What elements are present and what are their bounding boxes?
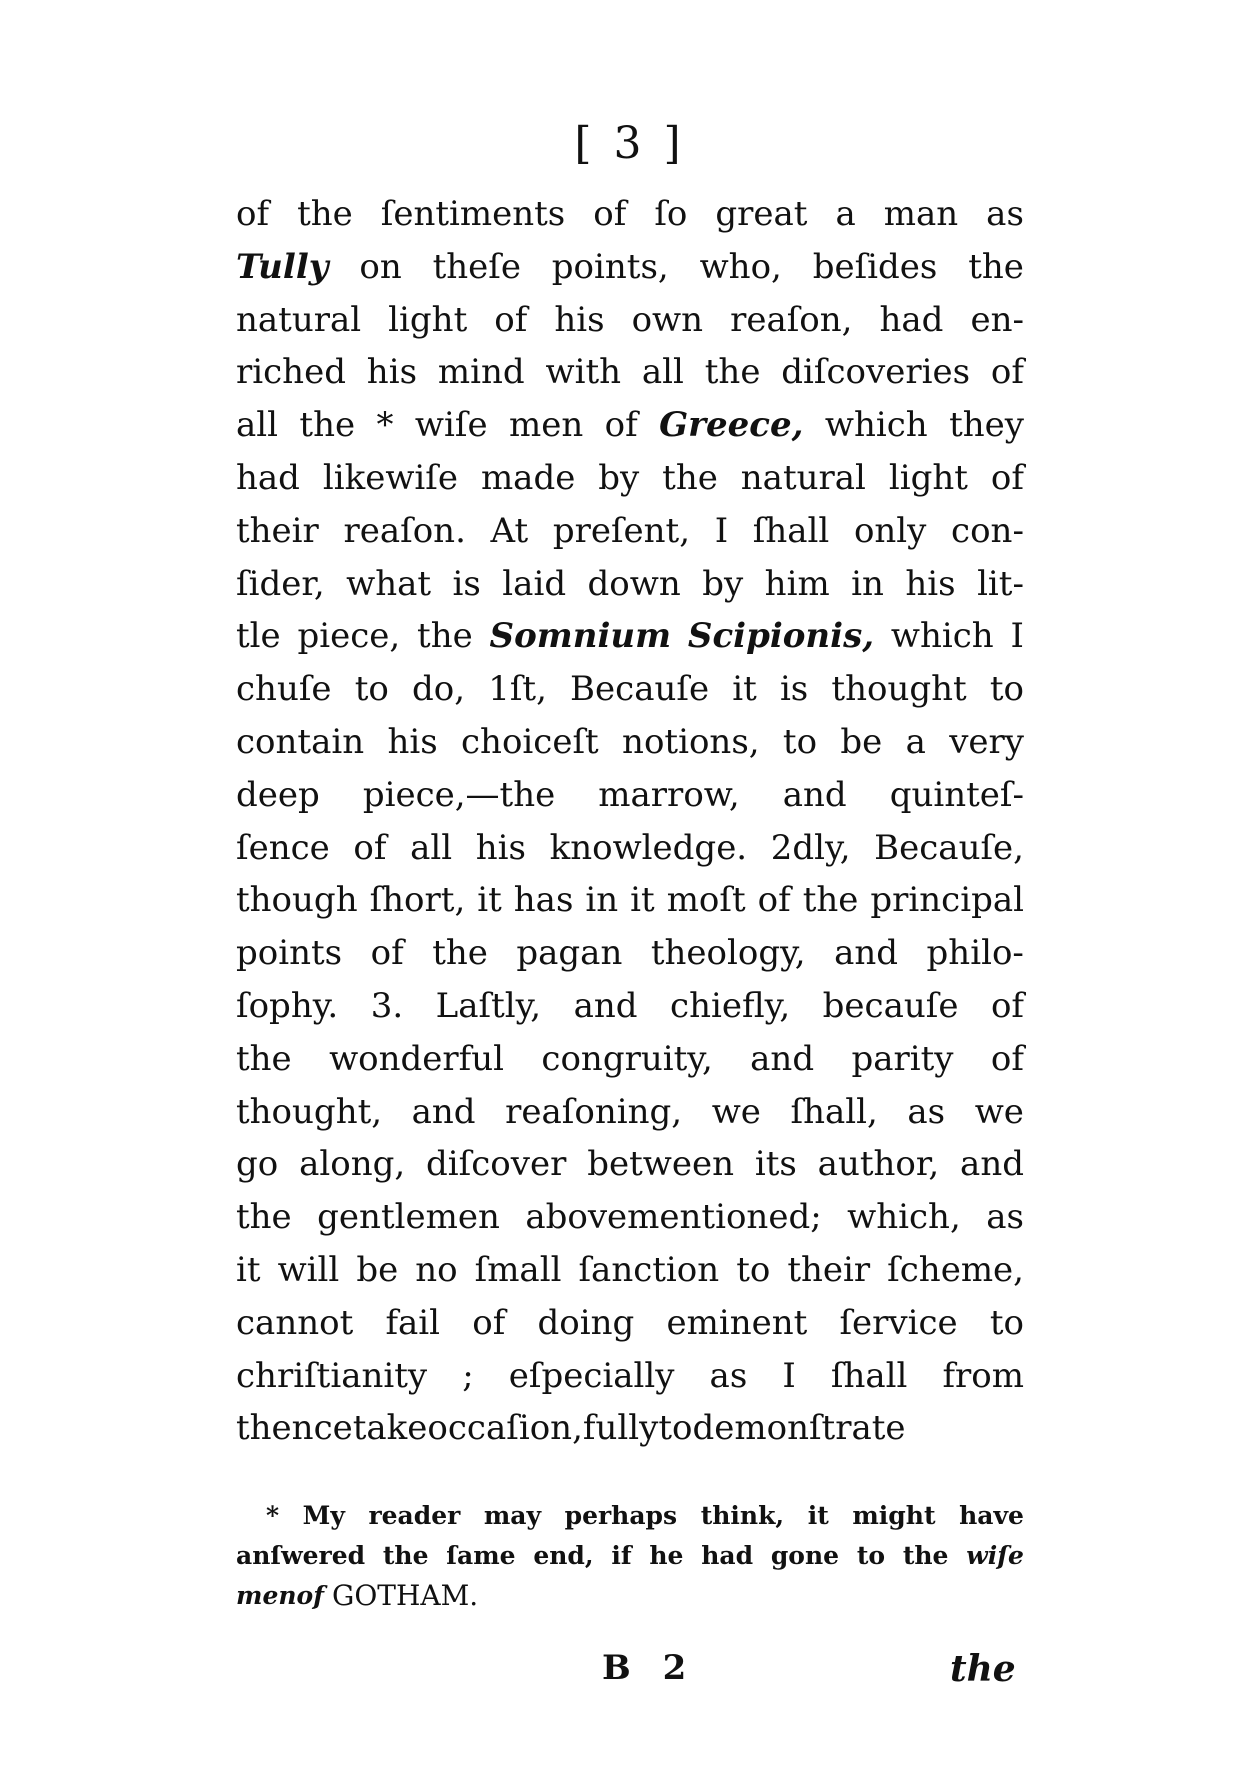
word: in — [851, 563, 884, 604]
text-line — [236, 1033, 1024, 1086]
word: riched — [236, 352, 346, 393]
text-line — [236, 822, 1024, 875]
word: no — [415, 1249, 458, 1290]
word: ſhall — [752, 510, 830, 551]
word: between — [587, 1144, 734, 1185]
text-line — [236, 1350, 1024, 1403]
text-line — [236, 1244, 1024, 1297]
word: it — [236, 1249, 261, 1290]
word: and — [750, 1038, 815, 1079]
word: reader — [368, 1501, 461, 1530]
word: their — [236, 510, 319, 551]
word: and — [960, 1144, 1024, 1185]
word: ; — [462, 1355, 474, 1396]
word: their — [787, 1249, 871, 1290]
word: along, — [299, 1144, 406, 1185]
word: will — [277, 1249, 340, 1290]
page-number: [ 3 ] — [574, 118, 685, 169]
word: Becauſe, — [874, 827, 1024, 868]
word: to — [989, 669, 1024, 710]
word: the — [236, 1038, 292, 1079]
word: though — [236, 880, 358, 921]
word: wonderful — [329, 1038, 505, 1079]
word: had — [701, 1541, 754, 1570]
word: points — [236, 933, 343, 974]
word: ſider, — [236, 563, 325, 604]
word: with — [545, 352, 622, 393]
word: congruity, — [541, 1038, 713, 1079]
word: the — [662, 457, 718, 498]
word: do, — [412, 669, 466, 710]
word: of — [593, 194, 627, 234]
text-line — [236, 558, 1024, 611]
word: might — [852, 1501, 936, 1530]
word: preſent, — [552, 510, 691, 551]
text-line — [236, 452, 1024, 505]
word: by — [702, 563, 744, 604]
word: ſence — [236, 827, 330, 868]
text-line — [236, 610, 1024, 663]
word: men — [236, 1581, 297, 1610]
word: ſhall — [830, 1355, 908, 1396]
word: light — [888, 457, 968, 498]
word: deep — [236, 774, 320, 815]
word: becauſe — [822, 985, 959, 1026]
word: knowledge. — [549, 827, 748, 868]
word: him — [764, 563, 830, 604]
word: we — [711, 1091, 761, 1132]
word: man — [883, 194, 959, 234]
text-line — [236, 663, 1024, 716]
text-line — [236, 1191, 1024, 1244]
word: of — [494, 299, 528, 340]
word: only — [853, 510, 927, 551]
word: fail — [385, 1302, 441, 1343]
word: by — [598, 457, 640, 498]
word: the — [417, 616, 473, 657]
word: had — [236, 457, 300, 498]
word: of — [370, 933, 404, 974]
word: gone — [770, 1541, 840, 1570]
word: theſe — [432, 246, 521, 287]
word: points, — [551, 246, 669, 287]
word: great — [715, 194, 808, 234]
word: lit- — [977, 563, 1024, 604]
word: eſpecially — [508, 1355, 675, 1396]
word: pagan — [516, 933, 623, 974]
word: Becauſe — [570, 669, 710, 710]
word: I — [714, 510, 729, 551]
word: a — [905, 721, 926, 762]
word: natural — [740, 457, 866, 498]
word: anſwered — [236, 1541, 366, 1570]
word: fully — [582, 1408, 659, 1449]
word: down — [587, 563, 681, 604]
word: the — [236, 1197, 292, 1238]
text-line — [236, 1138, 1024, 1191]
word: Tully — [236, 246, 329, 287]
word: piece,—the — [362, 774, 556, 815]
word: theology, — [650, 933, 806, 974]
word: it — [732, 669, 757, 710]
word: marrow, — [598, 774, 740, 815]
word: natural — [236, 299, 362, 340]
word: which — [824, 405, 928, 446]
word: as — [986, 1197, 1024, 1238]
word: from — [942, 1355, 1024, 1396]
word: to — [782, 721, 818, 762]
word: piece, — [297, 616, 401, 657]
word: notions, — [622, 721, 760, 762]
word: of — [296, 1581, 324, 1610]
word: diſcoveries — [781, 352, 971, 393]
word: it — [807, 1501, 829, 1530]
word: chuſe — [236, 669, 332, 710]
text-line — [236, 927, 1024, 980]
word: think, — [700, 1501, 785, 1530]
word: it — [630, 880, 655, 921]
word: end, — [533, 1541, 594, 1570]
word: the — [382, 1541, 429, 1570]
word: to — [856, 1541, 886, 1570]
word: ſhall, — [790, 1091, 878, 1132]
word: doing — [537, 1302, 635, 1343]
word: of — [236, 194, 270, 234]
word: cannot — [236, 1302, 354, 1343]
word: reaſon, — [730, 299, 853, 340]
word: his — [475, 827, 526, 868]
text-line — [236, 980, 1024, 1033]
word: they — [949, 405, 1024, 446]
body-text — [236, 188, 1024, 1455]
word: a — [835, 194, 856, 234]
word: to — [736, 1249, 771, 1290]
word: Greece, — [659, 405, 804, 446]
word: likewiſe — [322, 457, 459, 498]
word: ſo — [654, 194, 688, 234]
word: its — [754, 1144, 797, 1185]
word: is — [452, 563, 481, 604]
word: as — [907, 1091, 946, 1132]
word: I — [1010, 616, 1024, 657]
word: ſhort, — [369, 880, 466, 921]
word: light — [388, 299, 468, 340]
word: of — [353, 827, 387, 868]
word: gentlemen — [317, 1197, 500, 1238]
word: the — [432, 933, 488, 974]
word: own — [631, 299, 704, 340]
word: perhaps — [564, 1501, 678, 1530]
word: his — [554, 299, 605, 340]
word: all — [641, 352, 684, 393]
word: ſophy. — [236, 985, 339, 1026]
word: and — [573, 985, 638, 1026]
word: may — [483, 1501, 542, 1530]
text-line — [236, 294, 1024, 347]
word: contain — [236, 721, 365, 762]
word: My — [302, 1501, 345, 1530]
word: go — [236, 1144, 279, 1185]
word: reaſoning, — [505, 1091, 683, 1132]
catchword: the — [950, 1648, 1016, 1690]
word: thence — [236, 1408, 353, 1449]
text-line — [236, 1297, 1024, 1350]
word: choiceſt — [461, 721, 599, 762]
word: occaſion, — [427, 1408, 583, 1449]
word: the — [297, 194, 353, 234]
word: chriſtianity — [236, 1355, 428, 1396]
word: who, — [699, 246, 782, 287]
word: and — [782, 774, 847, 815]
word: 1ſt, — [488, 669, 547, 710]
word: ſanction — [578, 1249, 720, 1290]
word: ſmall — [474, 1249, 562, 1290]
word: if — [611, 1541, 632, 1570]
word: to — [989, 1302, 1024, 1343]
word: reaſon. — [343, 510, 466, 551]
word: * — [266, 1501, 280, 1530]
word: be — [356, 1249, 399, 1290]
word: of — [757, 880, 791, 921]
word: diſcover — [426, 1144, 567, 1185]
word: of — [990, 457, 1024, 498]
word: the — [902, 1541, 949, 1570]
footnote-line — [236, 1496, 1024, 1536]
word: as — [709, 1355, 748, 1396]
word: and — [411, 1091, 476, 1132]
word: Scipionis, — [687, 616, 875, 657]
word: ſervice — [839, 1302, 958, 1343]
word: eminent — [666, 1302, 808, 1343]
word: and — [834, 933, 899, 974]
text-line — [236, 241, 1024, 294]
word: wiſe — [414, 405, 488, 446]
footnote — [236, 1496, 1024, 1616]
word: in — [585, 880, 619, 921]
text-line — [236, 399, 1024, 452]
word: en- — [970, 299, 1024, 340]
word: very — [949, 721, 1024, 762]
word: the — [704, 352, 761, 393]
text-line — [236, 1086, 1024, 1139]
text-line — [236, 716, 1024, 769]
word: all — [410, 827, 453, 868]
word: be — [840, 721, 883, 762]
word: of — [990, 1038, 1024, 1079]
word: 3. — [370, 985, 404, 1026]
word: moſt — [666, 880, 746, 921]
word: has — [513, 880, 574, 921]
word: on — [359, 246, 402, 287]
word: men — [508, 405, 584, 446]
word: I — [782, 1355, 796, 1396]
word: thought, — [236, 1091, 383, 1132]
word: 2dly, — [770, 827, 851, 868]
footnote-place-name: GOTHAM. — [331, 1579, 479, 1612]
word: the — [802, 880, 859, 921]
text-line — [236, 505, 1024, 558]
word: of — [990, 352, 1024, 393]
word: author, — [817, 1144, 940, 1185]
word: made — [480, 457, 576, 498]
word: is — [779, 669, 809, 710]
word: chiefly, — [670, 985, 791, 1026]
word: his — [387, 721, 438, 762]
word: he — [649, 1541, 684, 1570]
text-line — [236, 769, 1024, 822]
word: abovementioned; — [525, 1197, 822, 1238]
text-line — [236, 874, 1024, 927]
word: of — [472, 1302, 506, 1343]
word: principal — [870, 880, 1024, 921]
word: tle — [236, 616, 281, 657]
word: had — [879, 299, 944, 340]
text-line — [236, 188, 1024, 241]
word: what — [346, 563, 432, 604]
text-line — [236, 1402, 1024, 1455]
word: his — [366, 352, 418, 393]
word: mind — [437, 352, 525, 393]
word: we — [974, 1091, 1024, 1132]
word: as — [986, 194, 1024, 234]
word: parity — [851, 1038, 954, 1079]
word: to — [658, 1408, 693, 1449]
word: ſentiments — [380, 194, 566, 234]
word: con- — [951, 510, 1024, 551]
word: beſides — [812, 246, 938, 287]
signature-mark: B 2 — [602, 1648, 697, 1688]
word: Somnium — [489, 616, 672, 657]
word: philo- — [926, 933, 1024, 974]
word: quinteſ- — [889, 774, 1024, 815]
word: which — [890, 616, 994, 657]
word: the — [968, 246, 1024, 287]
word: the — [299, 405, 356, 446]
word: of — [990, 985, 1024, 1026]
word: wiſe — [966, 1541, 1024, 1570]
word: take — [352, 1408, 428, 1449]
word: Laſtly, — [435, 985, 542, 1026]
word: At — [490, 510, 529, 551]
word: to — [354, 669, 389, 710]
footnote-line — [236, 1576, 1024, 1616]
footnote-line — [236, 1536, 1024, 1576]
word: ſame — [446, 1541, 516, 1570]
word: all — [236, 405, 279, 446]
word: it — [477, 880, 502, 921]
word: demonſtrate — [692, 1408, 906, 1449]
word: * — [376, 405, 394, 446]
word: ſcheme, — [887, 1249, 1024, 1290]
word: laid — [502, 563, 567, 604]
word: thought — [831, 669, 967, 710]
word: his — [905, 563, 956, 604]
word: of — [604, 405, 638, 446]
word: which, — [847, 1197, 961, 1238]
text-line — [236, 346, 1024, 399]
word: have — [959, 1501, 1024, 1530]
